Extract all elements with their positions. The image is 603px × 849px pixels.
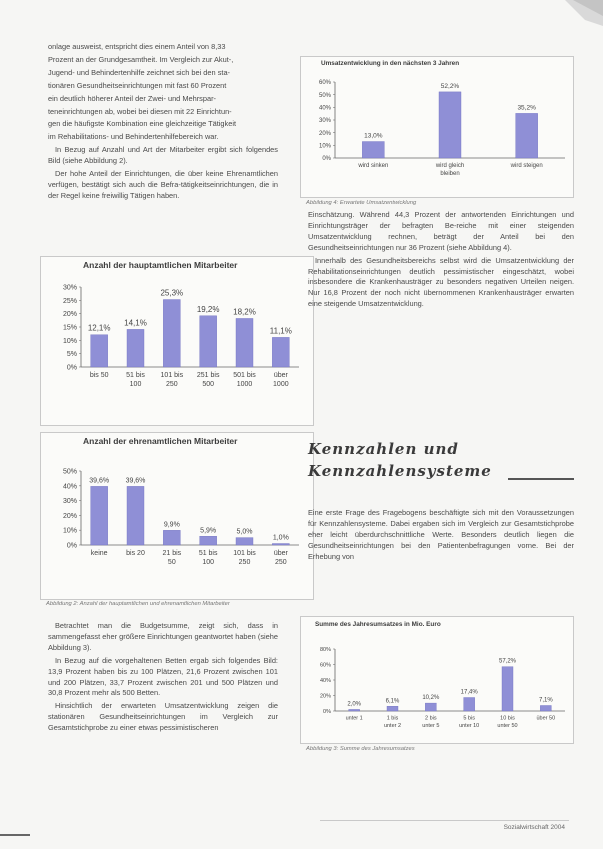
bar: [349, 709, 360, 711]
paragraph: tionären Gesundheitseinrichtungen mit fast 60 Prozent: [48, 80, 227, 90]
data-label: 19,2%: [196, 304, 220, 314]
paragraph: Einschätzung. Während 44,3 Prozent der antwortenden Einrichtungen und Einrichtungsträger der befragten Be-reiche mit einer steigenden Umsatzentwicklung rechnen, beträgt der Anteil bei den Gesundheitseinrichtungen nur 36 Prozent (siehe Abbildung 4).: [308, 210, 574, 252]
left-column-text-bottom: [48, 621, 278, 736]
y-tick-label: 60%: [318, 80, 331, 87]
bar: [236, 318, 253, 367]
data-label: 11,1%: [269, 326, 292, 336]
category-label: über: [273, 550, 288, 557]
bar: [163, 530, 180, 545]
bar: [464, 698, 475, 711]
y-tick-label: 60%: [319, 662, 331, 669]
y-tick-label: 10%: [62, 337, 77, 345]
data-label: 52,2%: [440, 82, 460, 90]
chart-umsatzentwicklung: [301, 70, 573, 196]
caption-figure-2: Abbildung 2: Anzahl der hauptamtlichen und ehrenamtlichen Mitarbeiter: [46, 601, 230, 607]
category-label: bis 20: [126, 550, 145, 557]
data-label: 17,4%: [460, 689, 478, 696]
bar: [163, 300, 180, 367]
left-edge-mark: [0, 834, 30, 836]
paragraph: Der hohe Anteil der Einrichtungen, die über keine Ehrenamtlichen verfügen, bestätigt sich auch die Befra-tätigkeitseinrichtungen, die in der Regel keine freiwillig Tätigen haben.: [48, 169, 278, 200]
caption-figure-3: Abbildung 3: Summe des Jahresumsatzes: [306, 746, 415, 752]
paragraph: In Bezug auf Anzahl und Art der Mitarbeiter ergibt sich folgendes Bild (siehe Abbildung 2).: [48, 145, 278, 166]
chart-hauptamtliche-box: [40, 256, 314, 426]
y-tick-label: 30%: [318, 118, 331, 125]
y-tick-label: 40%: [318, 105, 331, 112]
y-tick-label: 40%: [62, 483, 77, 491]
bar: [91, 486, 108, 545]
section-heading-line-1: Kennzahlen und: [308, 440, 459, 458]
category-label: über 50: [536, 715, 556, 722]
category-label: unter 5: [422, 723, 440, 729]
data-label: 39,6%: [89, 477, 110, 485]
paragraph: Hinsichtlich der erwarteten Umsatzentwicklung zeigen die stationären Gesundheitseinrichtungen im Vergleich zur Gesamtstichprobe zu einer etwas pessimistischeren: [48, 701, 278, 733]
bar: [200, 316, 217, 367]
y-tick-label: 50%: [62, 468, 77, 476]
data-label: 39,6%: [125, 477, 146, 485]
category-label: 1000: [236, 381, 253, 388]
paragraph: In Bezug auf die vorgehaltenen Betten ergab sich folgendes Bild: 13,9 Prozent haben bis zu 100 Plätzen, 21,6 Prozent zwischen 101 und 200 Plätzen, 33,7 Prozent zwischen 201 und 500 Plätzen und 30,8 Prozent mehr als 500 Betten.: [48, 655, 278, 698]
paragraph: Eine erste Frage des Fragebogens beschäftigte sich mit den Voraussetzungen für Kennzahlensysteme. Dabei ergaben sich im Vergleich zur Gesamtstichprobe eher leicht überdurchschnittliche Werte. Besonders deutlich liegen die Gesundheitseinrichtungen bei den Patientenbefragungen vorne. Bei der Erhebung von: [308, 508, 574, 561]
category-label: 1000: [273, 381, 289, 388]
y-tick-label: 0%: [323, 708, 331, 715]
y-tick-label: 20%: [319, 693, 331, 700]
data-label: 9,9%: [163, 521, 180, 529]
data-label: 6,1%: [385, 698, 400, 705]
chart-jahresumsatz-box: [300, 616, 574, 744]
category-label: wird steigen: [510, 163, 543, 169]
y-tick-label: 10%: [318, 143, 331, 150]
category-label: über: [273, 372, 288, 379]
bar: [502, 667, 513, 711]
bar: [516, 113, 538, 158]
chart-hauptamtliche-title: Anzahl der hauptamtlichen Mitarbeiter: [83, 260, 238, 270]
data-label: 2,0%: [347, 701, 362, 708]
category-label: wird gleich: [435, 163, 465, 169]
data-label: 35,2%: [517, 104, 536, 112]
left-column-text-top: [48, 42, 278, 204]
y-tick-label: 30%: [62, 284, 77, 292]
category-label: 500: [202, 381, 215, 388]
bar: [236, 538, 253, 545]
chart-umsatzentwicklung-box: [300, 56, 574, 198]
paragraph: onlage ausweist, entspricht dies einem Anteil von 8,33: [48, 42, 226, 51]
data-label: 1,0%: [272, 534, 289, 542]
category-label: 50: [167, 559, 176, 566]
category-label: keine: [90, 550, 108, 557]
y-tick-label: 20%: [62, 512, 77, 520]
chart-ehrenamtliche-box: [40, 432, 314, 600]
data-label: 14,1%: [124, 318, 147, 328]
chart-ehrenamtliche: [41, 449, 313, 599]
y-tick-label: 0%: [66, 542, 77, 550]
paragraph: Innerhalb des Gesundheitsbereichs selbst wird die Umsatzentwicklung der Rehabilitationseinrichtungen deutlich pessimistischer eingeschätzt, wobei insbesondere die Krankenhausträger zu besonders negativen Urteilen neigen. Nur 16,8 Prozent der noch nicht übernommenen Krankenhausträger erwarten eine steigende Umsatzentwicklung.: [308, 255, 574, 309]
chart-jahresumsatz-title: Summe des Jahresumsatzes in Mio. Euro: [315, 621, 441, 628]
paragraph: ein deutlich höherer Anteil der Zwei- und Mehrspar-: [48, 93, 217, 103]
section-heading-line-2: Kennzahlensysteme: [308, 462, 492, 480]
y-tick-label: 20%: [62, 311, 77, 319]
category-label: 250: [274, 559, 287, 566]
data-label: 18,2%: [233, 307, 256, 317]
y-tick-label: 80%: [319, 646, 331, 653]
footer-divider: [320, 820, 569, 821]
bar: [127, 486, 144, 545]
data-label: 7,1%: [538, 697, 553, 704]
right-column-text-top: [308, 210, 574, 312]
data-label: 25,3%: [160, 288, 184, 298]
category-label: unter 10: [459, 723, 480, 729]
category-label: bleiben: [440, 171, 460, 177]
bar: [362, 142, 384, 158]
category-label: 100: [202, 559, 215, 566]
paragraph: im Rehabilitations- und Behindertenhilfebereich war.: [48, 132, 219, 142]
category-label: bis 50: [89, 372, 109, 379]
right-column-text-bottom: [308, 508, 574, 565]
category-label: wird sinken: [358, 163, 389, 169]
category-label: 250: [165, 381, 178, 388]
bar: [425, 703, 436, 711]
category-label: unter 2: [383, 723, 402, 729]
bar: [200, 536, 217, 545]
y-tick-label: 30%: [62, 498, 77, 506]
y-tick-label: 5%: [66, 351, 77, 359]
data-label: 13,0%: [364, 132, 383, 140]
category-label: 2 bis: [425, 715, 437, 722]
chart-ehrenamtliche-title: Anzahl der ehrenamtlichen Mitarbeiter: [83, 436, 238, 446]
data-label: 10,2%: [422, 695, 440, 702]
category-label: 5 bis: [463, 715, 475, 722]
caption-figure-4: Abbildung 4: Erwartete Umsatzentwicklung: [306, 200, 417, 206]
category-label: 51 bis: [198, 550, 218, 557]
chart-umsatzentwicklung-title: Umsatzentwicklung in den nächsten 3 Jahren: [321, 60, 460, 67]
chart-hauptamtliche: [41, 273, 313, 423]
bar: [272, 337, 289, 367]
paragraph: Betrachtet man die Budgetsumme, zeigt sich, dass in sammengefasst eher größere Einrichtungen geantwortet haben (siehe Abbildung 3).: [48, 621, 278, 652]
category-label: 1 bis: [386, 715, 399, 722]
category-label: 100: [129, 381, 142, 388]
bar: [127, 329, 144, 367]
bar: [439, 92, 461, 158]
page-footer: Sozialwirtschaft 2004: [503, 824, 565, 831]
category-label: 51 bis: [126, 372, 145, 379]
y-tick-label: 0%: [322, 156, 331, 163]
chart-jahresumsatz: [301, 631, 573, 743]
category-label: unter 50: [497, 723, 518, 729]
y-tick-label: 20%: [318, 130, 331, 137]
heading-underline: [508, 478, 574, 480]
category-label: 501 bis: [233, 372, 256, 379]
category-label: 10 bis: [500, 715, 515, 722]
bar: [272, 544, 289, 545]
paragraph: Prozent an der Grundgesamtheit. Im Vergleich zur Akut-,: [48, 54, 234, 64]
y-tick-label: 15%: [62, 324, 77, 332]
data-label: 57,2%: [498, 658, 517, 665]
paragraph: Jugend- und Behindertenhilfe zeichnet sich bei den sta-: [48, 67, 231, 77]
bar: [540, 705, 551, 711]
y-tick-label: 40%: [319, 677, 331, 684]
data-label: 5,9%: [200, 527, 217, 535]
y-tick-label: 0%: [66, 364, 77, 372]
y-tick-label: 10%: [62, 527, 77, 535]
bar: [387, 706, 398, 711]
bar: [91, 335, 108, 367]
y-tick-label: 50%: [318, 92, 331, 99]
category-label: 101 bis: [160, 372, 184, 379]
data-label: 5,0%: [236, 528, 253, 536]
category-label: 251 bis: [196, 372, 220, 379]
y-tick-label: 25%: [62, 297, 77, 305]
page-corner-decoration: [555, 0, 603, 26]
data-label: 12,1%: [87, 323, 111, 333]
category-label: unter 1: [345, 715, 363, 722]
category-label: 21 bis: [162, 550, 182, 557]
paragraph: teneinrichtungen ab, wobei bei diesen mit 22 Einrichtun-: [48, 106, 232, 116]
category-label: 250: [238, 559, 251, 566]
paragraph: gen die häufigste Kombination eine gleichzeitige Tätigkeit: [48, 119, 237, 129]
category-label: 101 bis: [233, 550, 256, 557]
